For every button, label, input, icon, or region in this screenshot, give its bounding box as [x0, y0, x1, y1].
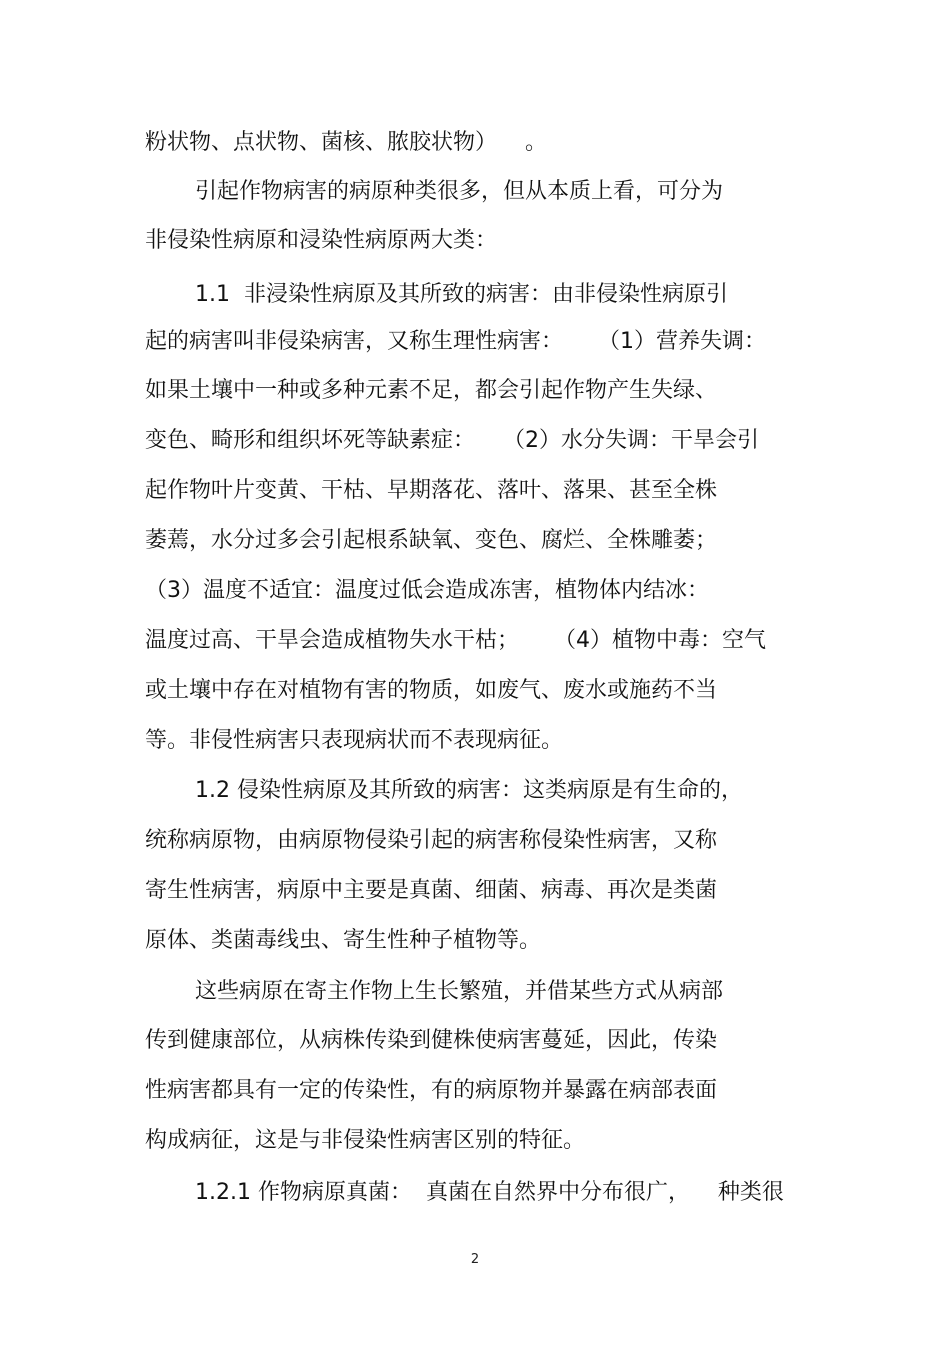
- text-line-14: 1.2 侵染性病原及其所致的病害：这类病原是有生命的，: [195, 778, 743, 803]
- text-line-19: 传到健康部位，从病株传染到健株使病害蔓延，因此，传染: [145, 1028, 718, 1053]
- text-line-8: 起作物叶片变黄、干枯、早期落花、落叶、落果、甚至全株: [145, 478, 718, 503]
- text-line-11: 温度过高、干旱会造成植物失水干枯； （4）植物中毒：空气: [145, 628, 766, 653]
- text-line-5: 起的病害叫非侵染病害，又称生理性病害： （1）营养失调：: [145, 329, 766, 354]
- text-line-18: 这些病原在寄主作物上生长繁殖，并借某些方式从病部: [195, 979, 724, 1004]
- text-line-6: 如果土壤中一种或多种元素不足，都会引起作物产生失绿、: [145, 378, 718, 403]
- text-line-7: 变色、畸形和组织坏死等缺素症： （2）水分失调：干旱会引: [145, 428, 759, 453]
- text-line-2: 引起作物病害的病原种类很多，但从本质上看，可分为: [195, 179, 724, 204]
- text-line-17: 原体、类菌毒线虫、寄生性种子植物等。: [145, 928, 542, 953]
- text-line-9: 萎蔫，水分过多会引起根系缺氧、变色、腐烂、全株雕萎；: [145, 528, 718, 553]
- text-line-13: 等。非侵性病害只表现病状而不表现病征。: [145, 728, 564, 753]
- text-line-22: 1.2.1 作物病原真菌： 真菌在自然界中分布很广， 种类很: [195, 1180, 784, 1205]
- text-line-1: 粉状物、点状物、菌核、脓胶状物） 。: [145, 130, 547, 155]
- text-line-4: 1.1 非浸染性病原及其所致的病害：由非侵染性病原引: [195, 282, 728, 307]
- page-number: 2: [470, 1252, 480, 1267]
- text-line-12: 或土壤中存在对植物有害的物质，如废气、废水或施药不当: [145, 678, 718, 703]
- text-line-3: 非侵染性病原和浸染性病原两大类：: [145, 228, 498, 253]
- text-line-20: 性病害都具有一定的传染性，有的病原物并暴露在病部表面: [145, 1078, 718, 1103]
- text-line-21: 构成病征，这是与非侵染性病害区别的特征。: [145, 1128, 586, 1153]
- text-line-10: （3）温度不适宜：温度过低会造成冻害，植物体内结冰：: [145, 578, 709, 603]
- text-line-15: 统称病原物，由病原物侵染引起的病害称侵染性病害，又称: [145, 828, 718, 853]
- text-line-16: 寄生性病害，病原中主要是真菌、细菌、病毒、再次是类菌: [145, 878, 718, 903]
